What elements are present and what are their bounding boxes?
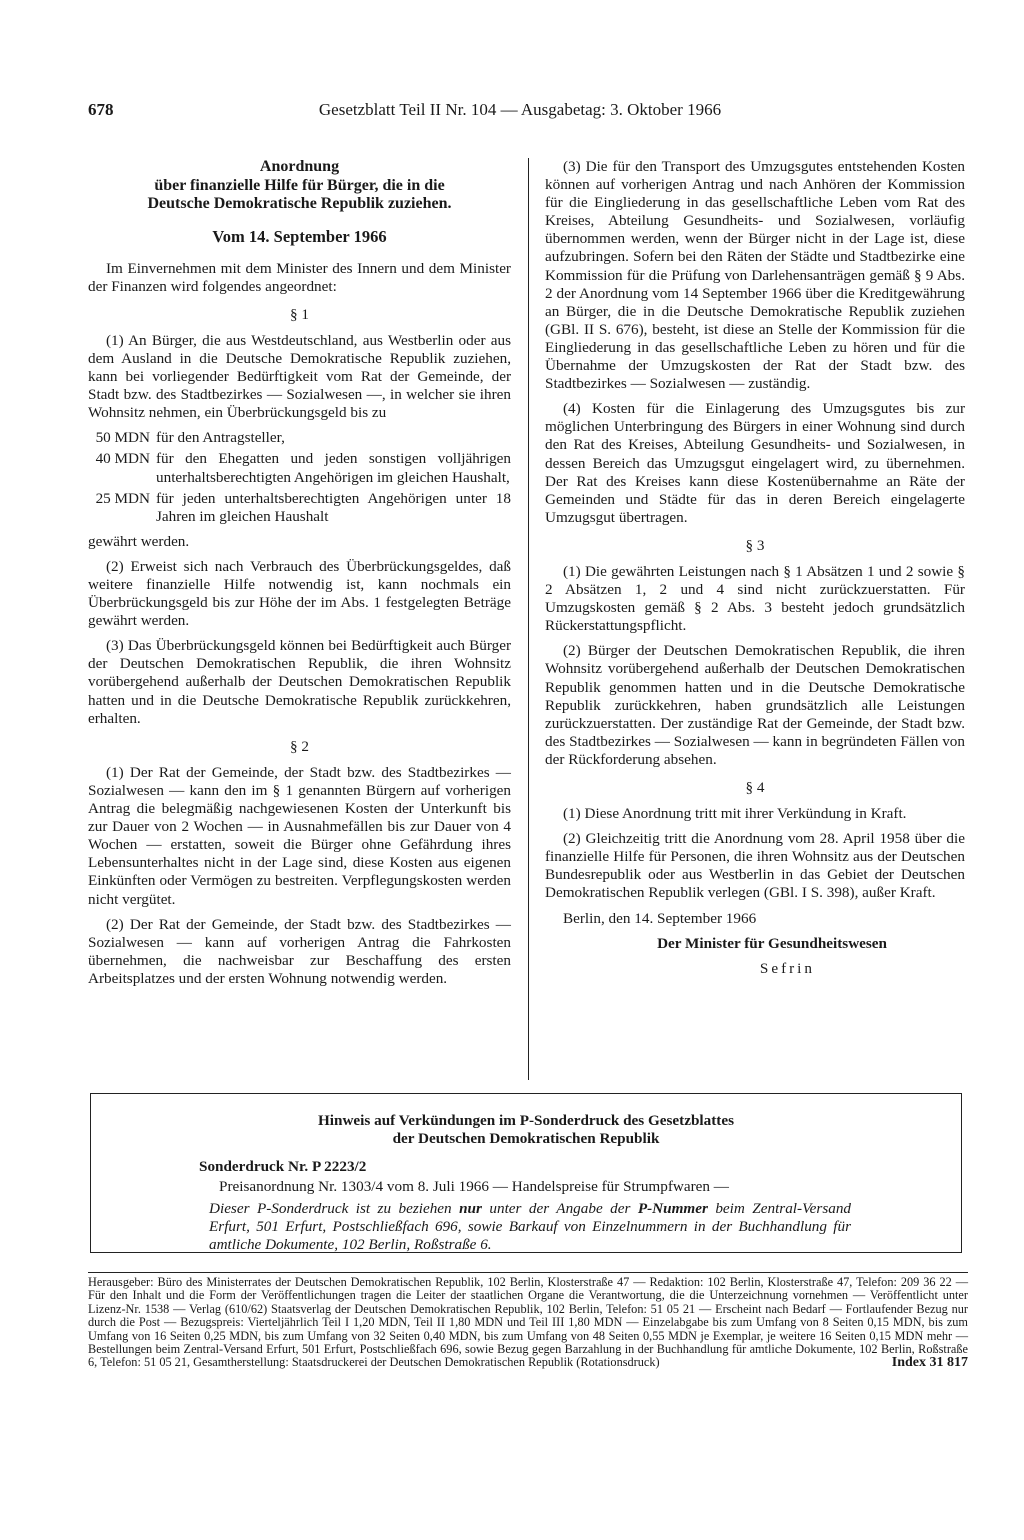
order-text: beim Zentral-Versand Erfurt, 501 Erfurt, Postschließfach 696, sowie Barkauf von Einzelnummern in der Buchhandlung für amtliche Dokumente, 102 Berlin, Roßstraße 6. xyxy=(209,1200,852,1253)
section-heading-3: § 3 xyxy=(745,536,765,554)
amount-row xyxy=(88,429,511,447)
minister-title: Der Minister für Gesundheitswesen xyxy=(657,934,887,952)
notice-box xyxy=(90,1093,962,1253)
column-divider xyxy=(528,158,529,1080)
amount-row xyxy=(88,450,511,486)
order-emphasis: P-Nummer xyxy=(637,1200,708,1217)
running-header: Gesetzblatt Teil II Nr. 104 — Ausgabetag: 3. Oktober 1966 xyxy=(318,100,722,119)
paragraph: (2) Erweist sich nach Verbrauch des Überbrückungsgeldes, daß weitere finanzielle Hilfe notwendig ist, kann nochmals ein Überbrückungsgeld bis zur Höhe der im Abs. 1 festgelegten Beträge gewährt werden. xyxy=(88,557,511,630)
order-info xyxy=(209,1200,851,1254)
title-line: Deutsche Demokratische Republik zuziehen. xyxy=(147,195,452,212)
notice-title-line: Hinweis auf Verkündungen im P-Sonderdruck des Gesetzblattes xyxy=(317,1112,734,1129)
ordinance-date: Vom 14. September 1966 xyxy=(212,226,387,246)
section-heading-2: § 2 xyxy=(290,737,309,755)
sonderdruck-number: Sonderdruck Nr. P 2223/2 xyxy=(199,1158,367,1175)
amount-value: 40 MDN xyxy=(95,450,150,468)
left-column xyxy=(88,158,511,995)
section-heading-4: § 4 xyxy=(745,779,765,796)
intro-paragraph: Im Einvernehmen mit dem Minister des Innern und dem Minister der Finanzen wird folgendes angeordnet: xyxy=(88,259,511,295)
amount-row xyxy=(88,490,511,526)
paragraph: (4) Kosten für die Einlagerung des Umzugsgutes bis zur möglichen Unterbringung des Bürgers in einer Wohnung sind durch den Rat des Kreises, Abteilung Gesundheits- und Sozialwesen, in dessen Bereich das Umzugsgut eingelagert wird, zu übernehmen. Der Rat des Kreises kann diese Kostenübernahme an Räte der Gemeinden und Städte für das in deren Bereich eingelagerte Umzugsgut übertragen. xyxy=(545,400,965,526)
right-column xyxy=(545,158,965,985)
paragraph: (3) Das Überbrückungsgeld können bei Bedürftigkeit auch Bürger der Deutschen Demokratischen Republik, die ihren Wohnsitz vorübergehend außerhalb der Deutschen Demokratischen Republik hatten und in die Deutsche Demokratische Republik zurückkehren, erhalten. xyxy=(88,637,511,727)
order-text: unter der Angabe der xyxy=(489,1200,631,1217)
amount-text: für jeden unterhaltsberechtigten Angehörigen unter 18 Jahren im gleichen Haushalt xyxy=(156,489,511,525)
ordinance-title xyxy=(88,158,511,214)
notice-title xyxy=(91,1112,961,1148)
title-line: über finanzielle Hilfe für Bürger, die in die xyxy=(154,176,445,194)
paragraph: (1) Die gewährten Leistungen nach § 1 Absätzen 1 und 2 sowie § 2 Absätzen 1, 2 und 4 sind nicht zurückzuerstatten. Für Umzugskosten gemäß § 2 Abs. 3 besteht jedoch grundsätzlich Rückerstattungspflicht. xyxy=(545,562,965,635)
paragraph: (1) Diese Anordnung tritt mit ihrer Verkündung in Kraft. xyxy=(563,805,907,823)
place-date: Berlin, den 14. September 1966 xyxy=(563,909,757,927)
paragraph: (3) Die für den Transport des Umzugsgutes entstehenden Kosten können auf vorherigen Antrag und nach Anhören der Kommission für die Eingliederung in das gesellschaftliche Leben vom Rat des Kreises, Abteilung Gesundheits- und Sozialwesen, vorläufig übernommen werden, wenn der Bürger nicht in der Lage ist, diese aufzubringen. Sofern bei den Räten der Städte und Stadtbezirke eine Kommission für die Prüfung von Darlehensanträgen gemäß § 9 Abs. 2 der Anordnung vom 14 September 1966 über die Kreditgewährung an Bürger, die in die Deutsche Demokratische Republik zuziehen (GBl. II S. 676), besteht, ist diese an Stelle der Kommission für die Eingliederung in das gesellschaftliche Leben zu hören und für die Übernahme der Umzugskosten der Rat der Stadt bzw. des Stadtbezirkes — Sozialwesen — zuständig. xyxy=(545,158,965,393)
signer-name: Sefrin xyxy=(759,959,815,977)
amount-text: für den Ehegatten und jeden sonstigen volljährigen unterhaltsberechtigten Angehörigen im gleichen Haushalt, xyxy=(156,450,511,486)
title-line: Anordnung xyxy=(259,158,340,175)
notice-title-line: der Deutschen Demokratischen Republik xyxy=(392,1130,660,1147)
index-number: Index 31 817 xyxy=(891,1355,968,1371)
amount-list xyxy=(88,429,511,525)
order-text: Dieser P-Sonderdruck ist zu beziehen xyxy=(209,1200,452,1217)
order-emphasis: nur xyxy=(459,1200,482,1217)
amount-value: 25 MDN xyxy=(95,489,150,507)
section-heading-1: § 1 xyxy=(290,305,309,323)
amount-text: für den Antragsteller, xyxy=(156,429,285,447)
paragraph: (2) Gleichzeitig tritt die Anordnung vom 28. April 1958 über die finanzielle Hilfe für Personen, die ihren Wohnsitz aus der Deutschen Bundesrepublik oder aus Westberlin in das Gebiet der Deutschen Demokratischen Republik verlegen (GBl. I S. 398), außer Kraft. xyxy=(545,830,965,902)
paragraph: (1) Der Rat der Gemeinde, der Stadt bzw. des Stadtbezirkes — Sozialwesen — kann den im § 1 genannten Bürgern auf vorherigen Antrag die belegmäßig nachgewiesenen Kosten der Unterkunft bis zur Dauer von 2 Wochen — in Ausnahmefällen bis zur Dauer von 4 Wochen — erstatten, soweit die Bürger ohne Gefährdung ihres Lebensunterhaltes nicht in der Lage sind, diese Kosten aus eigenen Einkünften oder Vermögen zu bestreiten. Verpflegungskosten werden nicht vergütet. xyxy=(88,763,511,908)
paragraph: (1) An Bürger, die aus Westdeutschland, aus Westberlin oder aus dem Ausland in die Deutsche Demokratische Republik zuziehen, kann bei vorliegender Bedürftigkeit vom Rat der Gemeinde, der Stadt bzw. des Stadtbezirkes — Sozialwesen —, in welcher sie ihren Wohnsitz nehmen, ein Überbrückungsgeld bis zu xyxy=(88,331,511,422)
paragraph: (2) Der Rat der Gemeinde, der Stadt bzw. des Stadtbezirkes — Sozialwesen — kann auf vorherigen Antrag die Fahrkosten übernehmen, die nachweisbar zur Beschaffung des ersten Arbeitsplatzes und der ersten Wohnung notwendig werden. xyxy=(88,915,511,987)
price-ordinance: Preisanordnung Nr. 1303/4 vom 8. Juli 1966 — Handelspreise für Strumpfwaren — xyxy=(219,1178,729,1195)
imprint-footer xyxy=(88,1272,968,1370)
paragraph: (2) Bürger der Deutschen Demokratischen Republik, die ihren Wohnsitz vorübergehend außerhalb der Deutschen Demokratischen Republik genommen hatten und in die Deutsche Demokratische Republik zurückkehren, haben grundsätzlich alle Leistungen zurückzuerstatten. Der zuständige Rat der Gemeinde, der Stadt bzw. des Stadtbezirkes — Sozialwesen — kann in begründeten Fällen von der Rückforderung absehen. xyxy=(545,642,965,768)
amount-value: 50 MDN xyxy=(95,429,150,447)
page-number: 678 xyxy=(88,100,114,119)
paragraph: gewährt werden. xyxy=(88,532,190,550)
imprint-text: Herausgeber: Büro des Ministerrates der Deutschen Demokratischen Republik, 102 Berlin, Klosterstraße 47 — Redaktion: 102 Berlin, Klosterstraße 47, Telefon: 209 36 22 — Für den Inhalt und die Form der Veröffentlichungen tragen die Leiter der staatlichen Organe die Verantwortung, die die Unterzeichnung vornehmen — Veröffentlicht unter Lizenz-Nr. 1538 — Verlag (610/62) Staatsverlag der Deutschen Demokratischen Republik, 102 Berlin, Telefon: 51 05 21 — Erscheint nach Bedarf — Fortlaufender Bezug nur durch die Post — Bezugspreis: Vierteljährlich Teil I 1,20 MDN, Teil II 1,80 MDN und Teil III 1,80 MDN — Einzelabgabe bis zum Umfang von 8 Seiten 0,15 MDN, bis zum Umfang von 16 Seiten 0,25 MDN, bis zum Umfang von 32 Seiten 0,40 MDN, bis zum Umfang von 48 Seiten 0,55 MDN je Exemplar, je weitere 16 Seiten 0,15 MDN mehr — Bestellungen beim Zentral-Versand Erfurt, 501 Erfurt, Postschließfach 696, sowie Bezug gegen Barzahlung in der Buchhandlung für amtliche Dokumente, 102 Berlin, Roßstraße 6, Telefon: 51 05 21, Gesamtherstellung: Staatsdruckerei der Deutschen Demokratischen Republik (Rotationsdruck) xyxy=(88,1275,968,1370)
